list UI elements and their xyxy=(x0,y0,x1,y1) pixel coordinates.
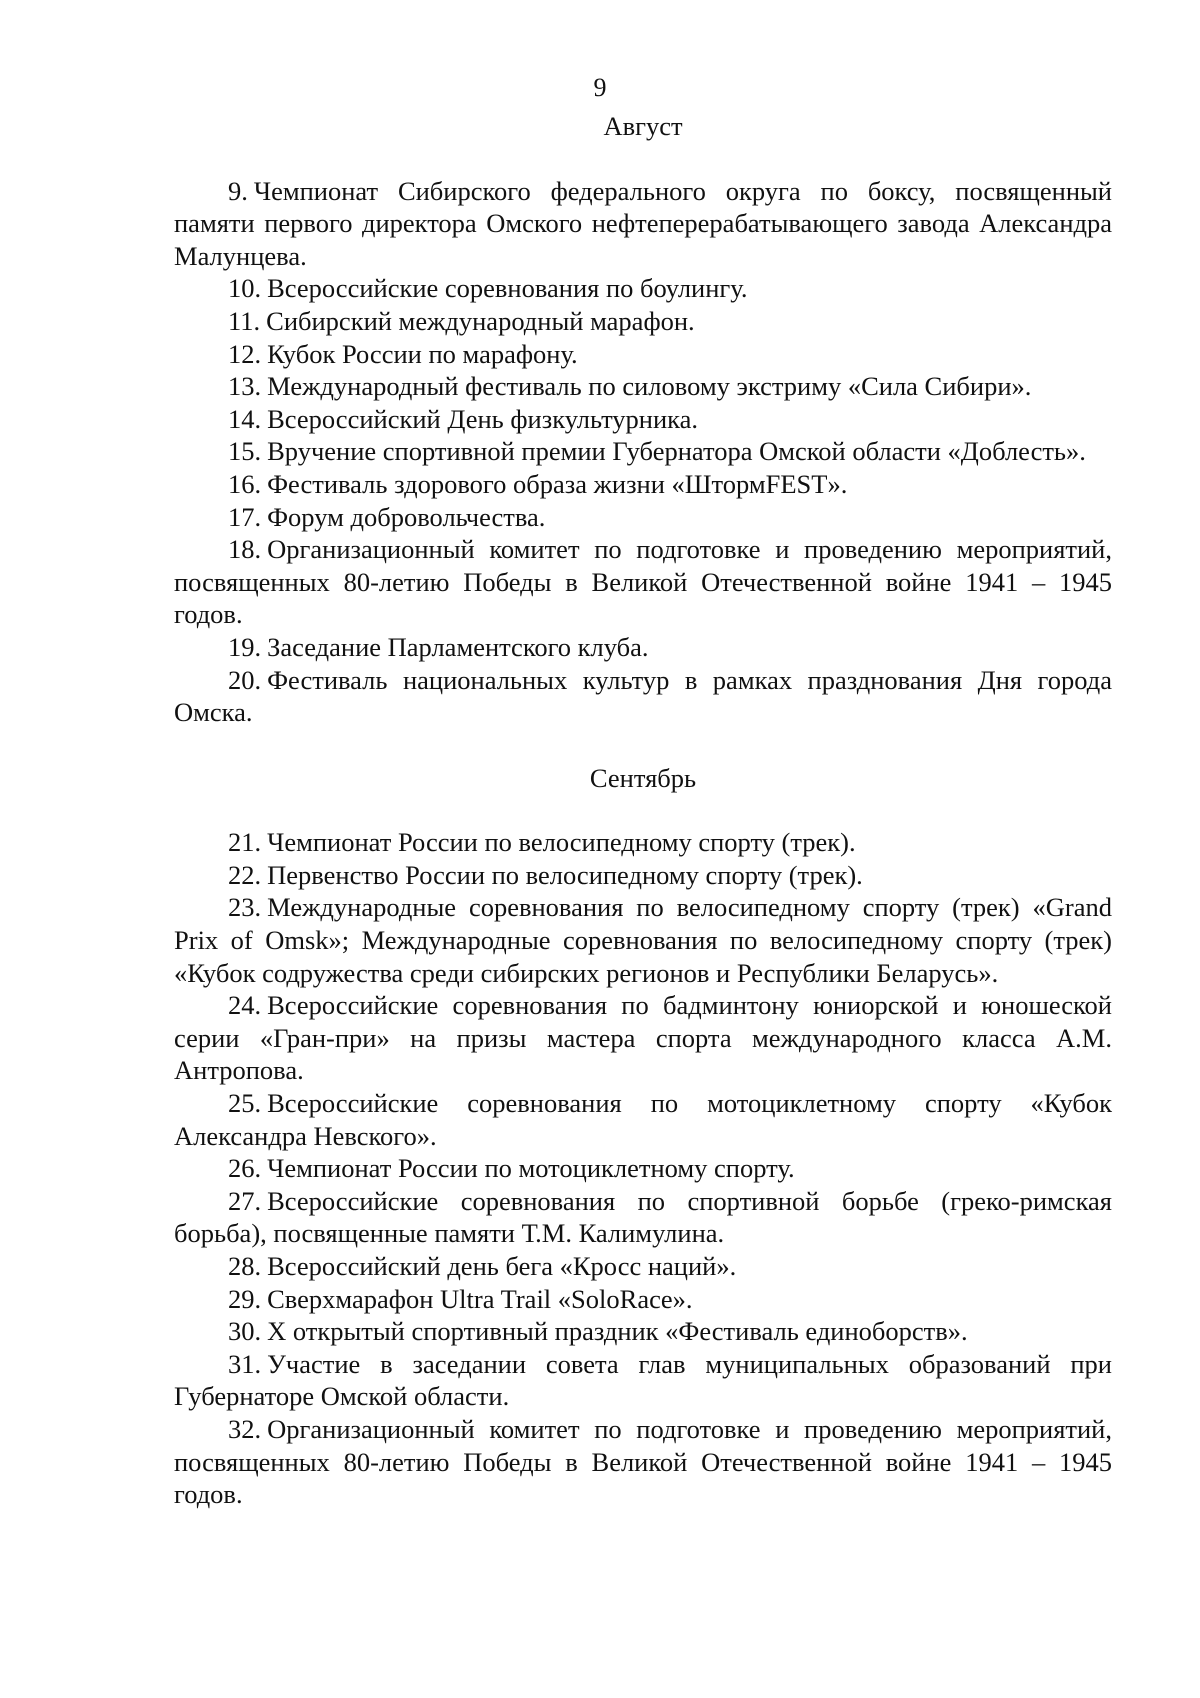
item-text: Всероссийские соревнования по боулингу. xyxy=(267,273,748,304)
item-text: Всероссийские соревнования по бадминтону юниорской и юношеской серии «Гран-при» на призы мастера спорта международного класса А.М. Антропова. xyxy=(174,990,1112,1086)
item-text: Всероссийские соревнования по спортивной борьбе (греко-римская борьба), посвященные памяти Т.М. Калимулина. xyxy=(174,1185,1112,1249)
list-item xyxy=(174,1250,1112,1283)
list-item xyxy=(174,1348,1112,1413)
item-text: Заседание Парламентского клуба. xyxy=(267,631,649,662)
item-number: 18. xyxy=(228,534,262,565)
list-item xyxy=(174,664,1112,729)
list-item xyxy=(174,1185,1112,1250)
item-number: 21. xyxy=(228,827,262,858)
list-item xyxy=(174,1283,1112,1316)
list-item xyxy=(174,989,1112,1087)
month-heading-september: Сентябрь xyxy=(589,762,697,793)
item-text: Чемпионат Сибирского федерального округа по боксу, посвященный памяти первого директора Омского нефтеперерабатывающего завода Александра Малунцева. xyxy=(174,175,1112,271)
september-event-list xyxy=(174,826,1112,1510)
item-number: 12. xyxy=(228,338,262,369)
list-item xyxy=(174,1413,1112,1511)
item-number: 23. xyxy=(228,892,262,923)
item-text: Участие в заседании совета глав муниципальных образований при Губернаторе Омской области. xyxy=(174,1348,1112,1412)
item-number: 9. xyxy=(228,175,248,206)
item-text: Чемпионат России по мотоциклетному спорту. xyxy=(267,1153,795,1184)
item-text: Международные соревнования по велосипедному спорту (трек) «Grand Prix of Omsk»; Международные соревнования по велосипедному спорту (трек) «Кубок содружества среди сибирских регионов и Республики Беларусь». xyxy=(174,892,1112,988)
item-number: 16. xyxy=(228,468,262,499)
item-number: 29. xyxy=(228,1283,262,1314)
item-text: Фестиваль здорового образа жизни «ШтормFEST». xyxy=(267,468,848,499)
list-item xyxy=(174,533,1112,631)
list-item xyxy=(174,501,1112,534)
item-number: 11. xyxy=(228,305,261,336)
item-number: 26. xyxy=(228,1153,262,1184)
item-number: 28. xyxy=(228,1251,262,1281)
august-event-list xyxy=(174,175,1112,729)
document-body xyxy=(174,110,1112,1511)
list-item xyxy=(174,272,1112,305)
item-number: 20. xyxy=(228,664,262,695)
item-text: Сверхмарафон Ultra Trail «SoloRace». xyxy=(267,1283,693,1314)
list-item xyxy=(174,1087,1112,1152)
item-number: 22. xyxy=(228,859,262,890)
list-item xyxy=(174,826,1112,859)
list-item xyxy=(174,468,1112,501)
item-text: Первенство России по велосипедному спорту (трек). xyxy=(267,859,863,890)
item-number: 30. xyxy=(228,1316,262,1347)
page-number: 9 xyxy=(593,73,607,102)
item-number: 32. xyxy=(228,1413,262,1444)
item-text: Организационный комитет по подготовке и проведению мероприятий, посвященных 80-летию Победы в Великой Отечественной войне 1941 – 1945 годов. xyxy=(174,1413,1112,1510)
item-text: Чемпионат России по велосипедному спорту (трек). xyxy=(267,827,856,858)
list-item xyxy=(174,631,1112,664)
item-number: 27. xyxy=(228,1185,262,1216)
item-number: 13. xyxy=(228,371,262,402)
item-number: 19. xyxy=(228,631,262,662)
list-item xyxy=(174,403,1112,436)
item-number: 25. xyxy=(228,1088,262,1119)
list-item xyxy=(174,1152,1112,1185)
item-text: Кубок России по марафону. xyxy=(267,338,578,369)
list-item xyxy=(174,891,1112,989)
item-text: X открытый спортивный праздник «Фестиваль единоборств». xyxy=(267,1316,968,1347)
item-number: 24. xyxy=(228,990,262,1021)
item-text: Сибирский международный марафон. xyxy=(266,305,695,336)
list-item xyxy=(174,338,1112,371)
list-item xyxy=(174,859,1112,892)
item-text: Всероссийский день бега «Кросс наций». xyxy=(267,1251,737,1281)
list-item xyxy=(174,1315,1112,1348)
month-heading-august: Август xyxy=(603,111,683,141)
item-number: 17. xyxy=(228,501,262,532)
list-item xyxy=(174,370,1112,403)
item-text: Всероссийские соревнования по мотоциклетному спорту «Кубок Александра Невского». xyxy=(174,1088,1112,1151)
item-text: Всероссийский День физкультурника. xyxy=(267,403,699,434)
item-number: 10. xyxy=(228,273,262,304)
item-text: Фестиваль национальных культур в рамках празднования Дня города Омска. xyxy=(174,664,1112,728)
list-item xyxy=(174,175,1112,273)
item-text: Форум добровольчества. xyxy=(267,501,546,532)
item-number: 31. xyxy=(228,1348,262,1379)
item-text: Международный фестиваль по силовому экстриму «Сила Сибири». xyxy=(267,371,1032,402)
item-number: 15. xyxy=(228,436,262,467)
item-text: Организационный комитет по подготовке и проведению мероприятий, посвященных 80-летию Победы в Великой Отечественной войне 1941 – 1945 годов. xyxy=(174,534,1112,630)
item-number: 14. xyxy=(228,403,262,434)
item-text: Вручение спортивной премии Губернатора Омской области «Доблесть». xyxy=(267,436,1086,467)
list-item xyxy=(174,435,1112,468)
list-item xyxy=(174,305,1112,338)
